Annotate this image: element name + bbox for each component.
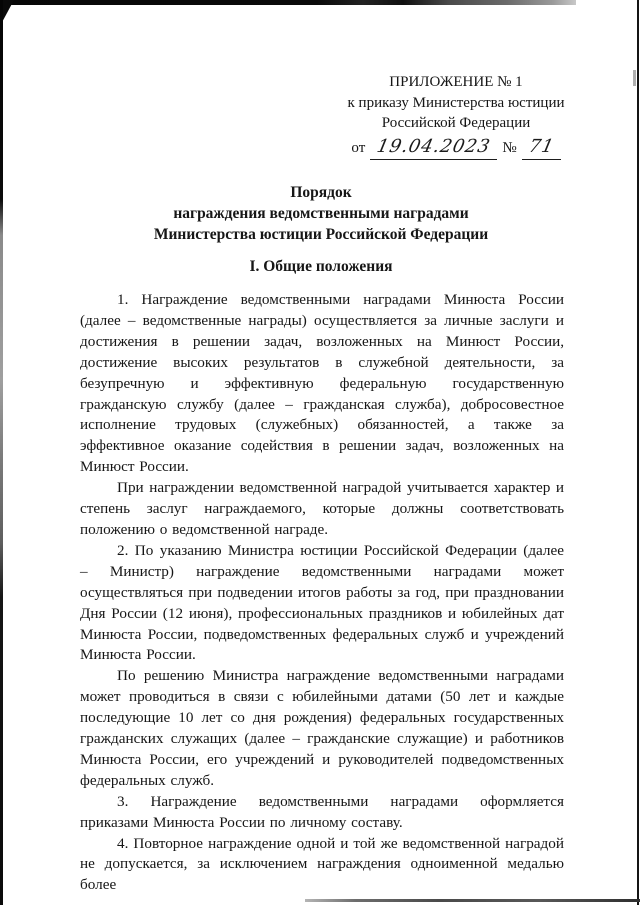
scan-edge-right bbox=[637, 0, 639, 905]
date-prefix: от bbox=[351, 139, 366, 156]
appendix-line-3: Российской Федерации bbox=[381, 115, 531, 131]
scan-edge-left bbox=[0, 0, 3, 905]
document-title bbox=[78, 182, 564, 245]
paragraph: 1. Награждение ведомственными наградами Минюста России (далее – ведомственные награды) осуществляется за личные заслуги и достижения в решении задач, возложенных на Минюст России, достижение высоких результатов в служебной деятельности, за безупречную и эффективную федеральную государственную гражданскую службу (далее – гражданская служба), добросовестное исполнение трудовых (служебных) обязанностей, а также за эффективное оказание содействия в решении задач, возложенных на Минюст России. bbox=[80, 291, 564, 476]
paragraph: 3. Награждение ведомственными наградами оформляется приказами Минюста России по личному составу. bbox=[80, 792, 564, 831]
number-underline bbox=[522, 137, 561, 161]
appendix-line-1: ПРИЛОЖЕНИЕ № 1 bbox=[389, 74, 523, 90]
scan-edge-top bbox=[0, 0, 576, 5]
number-prefix: № bbox=[502, 139, 517, 156]
title-line-2: награждения ведомственными наградами bbox=[173, 205, 469, 222]
scan-noise-speck bbox=[633, 70, 636, 86]
scan-edge-bottom bbox=[305, 899, 640, 902]
section-heading: I. Общие положения bbox=[249, 258, 393, 275]
appendix-line-2: к приказу Министерства юстиции bbox=[347, 94, 565, 111]
document-body bbox=[80, 290, 564, 896]
date-underline bbox=[370, 137, 497, 161]
handwritten-number: 71 bbox=[526, 135, 556, 157]
title-line-1: Порядок bbox=[290, 184, 352, 201]
appendix-header bbox=[337, 72, 575, 160]
paragraph: 2. По указанию Министра юстиции Российской Федерации (далее – Министр) награждение ведомственными наградами может осуществляться при подведении итогов работы за год, при праздновании Дня России (12 июня), профессиональных праздников и юбилейных дат Минюста России, подведомственных федеральных служб и учреждений Минюста России. bbox=[80, 541, 564, 664]
title-line-3: Министерства юстиции Российской Федерации bbox=[153, 226, 489, 243]
paragraph: По решению Министра награждение ведомственными наградами может проводиться в связи с юбилейными датами (50 лет и каждые последующие 10 лет со дня рождения) федеральных государственных гражданских служащих (далее – гражданские служащие) и работников Минюста России, его учреждений и руководителей подведомственных федеральных служб. bbox=[80, 667, 564, 789]
order-date-line bbox=[337, 137, 575, 161]
paragraph: При награждении ведомственной наградой учитывается характер и степень заслуг награждаемого, которые должны соответствовать положению о ведомственной награде. bbox=[80, 479, 564, 538]
handwritten-date: 19.04.2023 bbox=[375, 135, 493, 157]
paragraph: 4. Повторное награждение одной и той же ведомственной наградой не допускается, за исключением награждения одноименной медалью более bbox=[80, 834, 564, 894]
